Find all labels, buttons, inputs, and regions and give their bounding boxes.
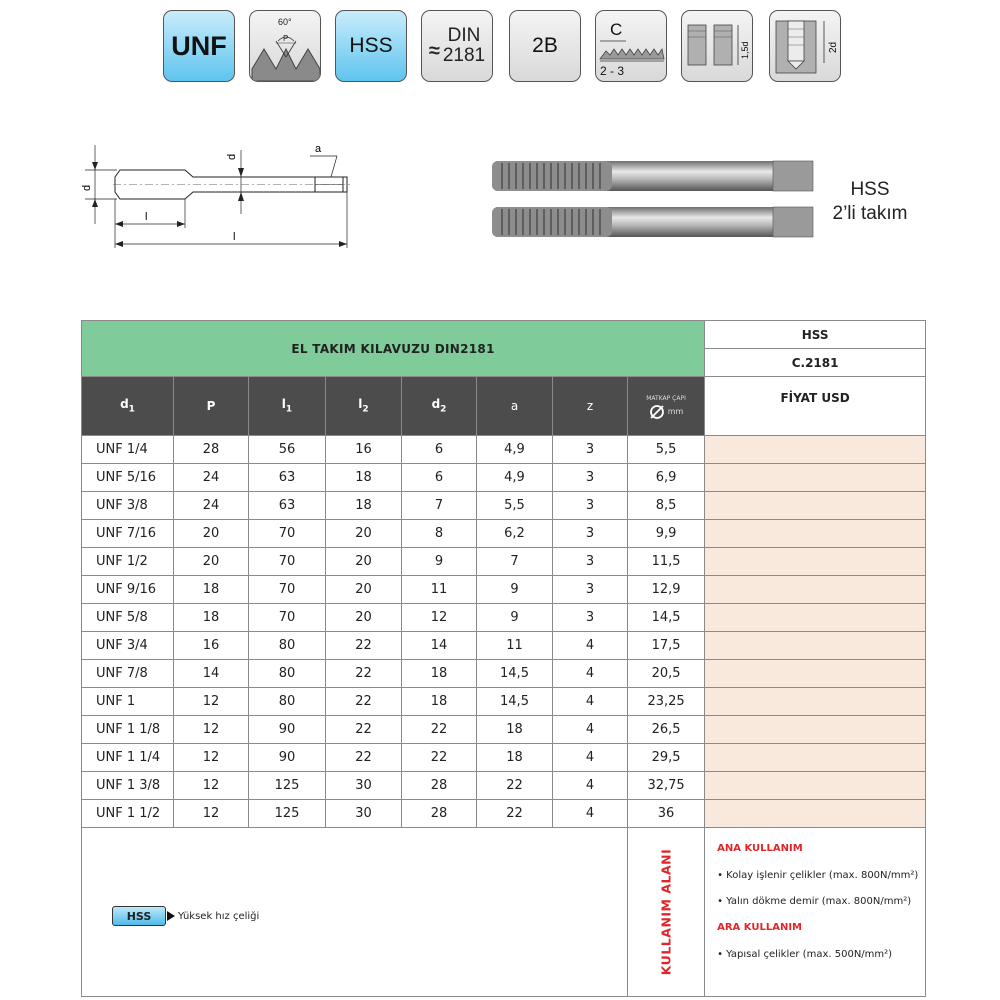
thread-size-cell: UNF 1/2 [82,548,174,576]
table-cell: 24 [174,492,249,520]
hss-material-badge [335,10,407,82]
table-row [82,660,926,688]
table-cell: 22 [402,716,477,744]
thread-size-cell: UNF 1 [82,688,174,716]
table-cell: 3 [553,436,628,464]
col-p: P [174,377,249,436]
main-use-title: ANA KULLANIM [717,843,803,854]
col-d2: $d_2$ [402,377,477,436]
table-cell: 20 [326,576,402,604]
table-cell: 16 [326,436,402,464]
product-label [800,178,940,226]
table-title: EL TAKIM KILAVUZU DIN2181 [82,321,705,377]
usage-details [705,828,926,997]
table-cell: 11 [402,576,477,604]
table-cell: 16 [174,632,249,660]
pitch-label: P [283,34,289,43]
thread-size-cell: UNF 1 3/8 [82,772,174,800]
table-cell: 20 [326,604,402,632]
column-header-row [82,377,926,436]
through-hole-icon [681,10,753,82]
tolerance-badge [509,10,581,82]
table-cell: 28 [174,436,249,464]
thread-profile-icon [249,10,321,82]
usage-area-label: KULLANIM ALANI [658,848,674,976]
table-cell: 70 [249,576,326,604]
table-cell: 20,5 [628,660,705,688]
table-cell: 3 [553,548,628,576]
table-cell: 18 [402,660,477,688]
table-cell: 4 [553,632,628,660]
table-cell: 8,5 [628,492,705,520]
table-cell: 125 [249,800,326,828]
price-cell[interactable] [705,800,926,828]
price-cell[interactable] [705,716,926,744]
table-cell: 9 [477,604,553,632]
price-cell[interactable] [705,632,926,660]
drill-diameter-icon [649,404,665,420]
unf-thread-badge [163,10,235,82]
din-standard-badge [421,10,493,82]
table-cell: 30 [326,772,402,800]
table-cell: 22 [326,632,402,660]
table-cell: 4,9 [477,464,553,492]
legend-area [82,828,628,997]
hss-label: HSS [349,34,393,57]
thread-size-cell: UNF 1 1/8 [82,716,174,744]
table-cell: 63 [249,492,326,520]
table-cell: 28 [402,772,477,800]
table-cell: 80 [249,632,326,660]
table-cell: 6,2 [477,520,553,548]
table-row [82,436,926,464]
tap-dimension-drawing [75,130,495,260]
table-cell: 12 [174,688,249,716]
table-cell: 3 [553,576,628,604]
thread-size-cell: UNF 7/16 [82,520,174,548]
table-cell: 14 [174,660,249,688]
table-cell: 20 [174,520,249,548]
table-cell: 22 [326,716,402,744]
table-cell: 4 [553,688,628,716]
tolerance-label: 2B [532,34,558,57]
table-row [82,520,926,548]
table-cell: 7 [402,492,477,520]
table-cell: 80 [249,688,326,716]
price-cell[interactable] [705,436,926,464]
table-cell: 22 [477,772,553,800]
blind-hole-graphic [770,11,841,82]
material-legend [112,906,259,926]
table-cell: 22 [477,800,553,828]
unf-label: UNF [171,30,227,61]
through-hole-graphic [682,11,753,82]
price-cell[interactable] [705,464,926,492]
table-cell: 9 [402,548,477,576]
col-a: a [477,377,553,436]
table-cell: 80 [249,660,326,688]
table-row [82,576,926,604]
chamfer-letter: C [610,20,623,39]
table-row [82,772,926,800]
table-cell: 9 [477,576,553,604]
chamfer-icon [595,10,667,82]
table-cell: 90 [249,716,326,744]
table-row [82,464,926,492]
din-label: DIN [447,25,481,46]
table-cell: 4 [553,772,628,800]
thread-size-cell: UNF 5/8 [82,604,174,632]
table-cell: 14,5 [477,688,553,716]
table-cell: 5,5 [628,436,705,464]
secondary-use-item: • Yapısal çelikler (max. 500N/mm²) [717,949,893,960]
table-cell: 5,5 [477,492,553,520]
price-cell[interactable] [705,548,926,576]
table-cell: 4,9 [477,436,553,464]
d2-label: d [226,153,238,160]
table-cell: 4 [553,800,628,828]
blind-hole-icon [769,10,841,82]
table-cell: 18 [174,576,249,604]
table-cell: 90 [249,744,326,772]
spec-icon-row [163,10,843,85]
table-cell: 4 [553,744,628,772]
tap-spec-table [81,320,926,997]
blind-depth-label: 2d [828,41,839,53]
col-drill-diameter [628,377,705,436]
chamfer-graphic [596,11,667,82]
drill-caption: MATKAP ÇAPI [646,394,686,402]
table-cell: 17,5 [628,632,705,660]
table-cell: 14,5 [477,660,553,688]
table-cell: 32,75 [628,772,705,800]
table-cell: 28 [402,800,477,828]
table-cell: 4 [553,716,628,744]
table-cell: 36 [628,800,705,828]
table-row [82,604,926,632]
table-cell: 14 [402,632,477,660]
thread-size-cell: UNF 3/8 [82,492,174,520]
table-row [82,492,926,520]
table-cell: 18 [174,604,249,632]
table-cell: 18 [326,492,402,520]
product-code-header: C.2181 [705,349,926,377]
table-cell: 3 [553,520,628,548]
tap-set-photo [488,157,818,251]
table-cell: 11 [477,632,553,660]
thread-size-cell: UNF 1 1/2 [82,800,174,828]
table-cell: 29,5 [628,744,705,772]
table-cell: 56 [249,436,326,464]
tap-set-illustration [488,157,818,247]
table-cell: 20 [174,548,249,576]
table-cell: 24 [174,464,249,492]
table-cell: 26,5 [628,716,705,744]
table-row [82,548,926,576]
drill-unit: mm [667,407,684,416]
col-l1: $l_1$ [249,377,326,436]
thread-size-cell: UNF 1/4 [82,436,174,464]
price-cell[interactable] [705,688,926,716]
table-cell: 63 [249,464,326,492]
table-cell: 11,5 [628,548,705,576]
price-cell[interactable] [705,492,926,520]
through-depth-label: 1,5d [740,41,750,59]
col-d1: $d_1$ [82,377,174,436]
product-material: HSS [850,179,890,200]
table-row [82,744,926,772]
table-cell: 18 [402,688,477,716]
col-price: FİYAT USD [705,377,926,436]
table-cell: 6 [402,464,477,492]
table-cell: 12 [174,716,249,744]
thread-size-cell: UNF 1 1/4 [82,744,174,772]
table-cell: 9,9 [628,520,705,548]
table-cell: 12,9 [628,576,705,604]
tap-technical-drawing [75,130,495,264]
price-cell[interactable] [705,772,926,800]
l2-label: l [145,211,148,223]
table-cell: 70 [249,548,326,576]
main-use-item: • Yalın dökme demir (max. 800N/mm²) [717,896,912,907]
thread-size-cell: UNF 9/16 [82,576,174,604]
material-header: HSS [705,321,926,349]
footer-row [82,828,926,997]
legend-text: Yüksek hız çeliği [178,910,260,922]
table-cell: 7 [477,548,553,576]
approx-symbol: ≈ [428,39,440,62]
price-cell[interactable] [705,520,926,548]
price-cell[interactable] [705,604,926,632]
table-cell: 125 [249,772,326,800]
l1-label: l [233,231,236,243]
price-cell[interactable] [705,744,926,772]
table-cell: 8 [402,520,477,548]
table-body [82,436,926,828]
table-cell: 22 [326,744,402,772]
table-cell: 6 [402,436,477,464]
table-cell: 70 [249,604,326,632]
table-cell: 18 [477,744,553,772]
table-cell: 20 [326,548,402,576]
table-row [82,800,926,828]
tap-2 [492,207,813,237]
table-row [82,716,926,744]
table-cell: 22 [402,744,477,772]
main-use-item: • Kolay işlenir çelikler (max. 800N/mm²) [717,870,919,881]
table-cell: 14,5 [628,604,705,632]
angle-label: 60° [278,17,292,27]
table-row [82,688,926,716]
table-cell: 30 [326,800,402,828]
table-cell: 6,9 [628,464,705,492]
secondary-use-title: ARA KULLANIM [717,922,802,933]
col-z: z [553,377,628,436]
table-cell: 12 [402,604,477,632]
thread-size-cell: UNF 5/16 [82,464,174,492]
tap-1 [492,161,813,191]
din-number: 2181 [442,45,486,66]
product-set-type: 2’li takım [832,203,908,224]
table-cell: 12 [174,800,249,828]
table-cell: 3 [553,464,628,492]
table-cell: 12 [174,744,249,772]
legend-hss-tag: HSS [112,906,166,926]
thread-size-cell: UNF 3/4 [82,632,174,660]
price-cell[interactable] [705,576,926,604]
table-cell: 70 [249,520,326,548]
table-cell: 3 [553,604,628,632]
table-cell: 3 [553,492,628,520]
table-cell: 20 [326,520,402,548]
table-cell: 4 [553,660,628,688]
price-cell[interactable] [705,660,926,688]
table-cell: 23,25 [628,688,705,716]
table-cell: 12 [174,772,249,800]
table-cell: 18 [477,716,553,744]
usage-vertical-cell [628,828,705,997]
legend-arrow-icon [167,911,175,921]
a-label: a [315,143,322,155]
col-l2: $l_2$ [326,377,402,436]
table-row [82,632,926,660]
d1-label: d [81,184,93,191]
table-cell: 18 [326,464,402,492]
thread-size-cell: UNF 7/8 [82,660,174,688]
table-cell: 22 [326,660,402,688]
thread-profile-graphic [250,11,321,82]
chamfer-range: 2 - 3 [600,64,625,78]
table-cell: 22 [326,688,402,716]
